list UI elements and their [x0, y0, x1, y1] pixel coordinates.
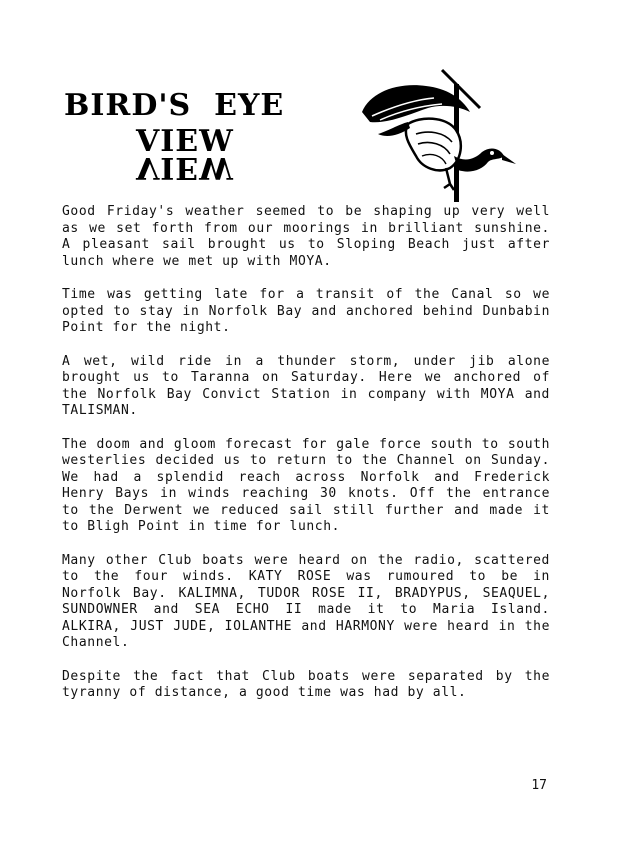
bird-wing-icon [362, 85, 470, 122]
page-title-view-mirrored: VIEW [136, 150, 234, 185]
paragraph: Time was getting late for a transit of the Canal so we opted to stay in Norfolk Bay and anchored behind Dunbabin Point for the night. [62, 287, 550, 335]
bird-on-mast-illustration [350, 64, 520, 202]
paragraph: The doom and gloom forecast for gale force south to south westerlies decided us to return to the Channel on Sunday. We had a splendid reach across Norfolk and Frederick Henry Bays in winds reaching 30 knots. Off the entrance to the Derwent we reduced sail still further and made it to Bligh Point in time for lunch. [62, 436, 550, 534]
paragraph: Despite the fact that Club boats were separated by the tyranny of distance, a good time was had by all. [62, 668, 550, 700]
paragraph: Many other Club boats were heard on the radio, scattered to the four winds. KATY ROSE was rumoured to be in Norfolk Bay. KALIMNA, TUDOR ROSE II, BRADYPUS, SEAQUEL, SUNDOWNER and SEA ECHO II made it to Maria Island. ALKIRA, JUST JUDE, IOLANTHE and HARMONY were heard in the Channel. [62, 552, 550, 650]
page-number: 17 [531, 778, 547, 793]
page-title-view: VIEW [136, 124, 234, 159]
bird-body-icon [406, 119, 461, 171]
article-body [62, 204, 550, 719]
paragraph: A wet, wild ride in a thunder storm, under jib alone brought us to Taranna on Saturday. Here we anchored of the Norfolk Bay Convict Station in company with MOYA and TALISMAN. [62, 353, 550, 418]
paragraph: Good Friday's weather seemed to be shaping up very well as we set forth from our moorings in brilliant sunshine. A pleasant sail brought us to Sloping Beach just after lunch where we met up with MOYA. [62, 204, 550, 269]
page-title-birds-eye: BIRD'S EYE [64, 88, 285, 123]
